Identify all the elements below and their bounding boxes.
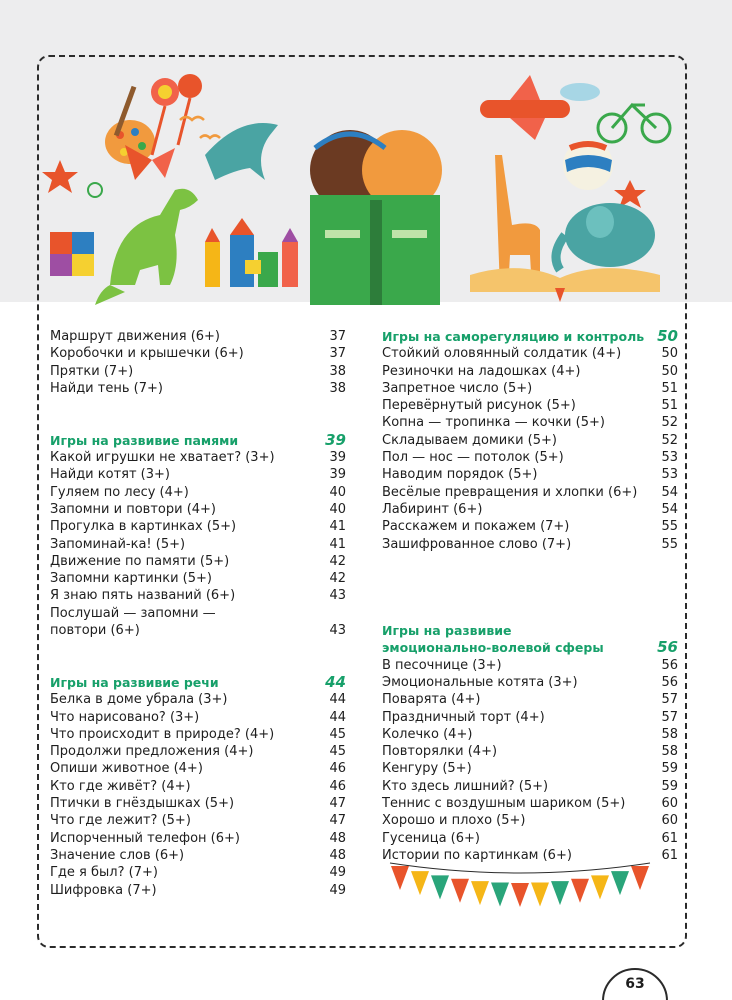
toc-entry-page: 42 xyxy=(329,553,346,569)
bunting-flag xyxy=(391,866,409,890)
toc-entry-title: Расскажем и покажем (7+) xyxy=(382,519,570,535)
toc-entry-page: 42 xyxy=(329,571,346,587)
toc-entry-page: 50 xyxy=(661,363,678,379)
toc-entry-page: 40 xyxy=(329,484,346,500)
toc-entry xyxy=(382,449,678,466)
toc-entry-page: 56 xyxy=(661,657,678,673)
toc-entry-title: Запомни картинки (5+) xyxy=(50,571,212,587)
toc-entry xyxy=(50,501,346,518)
toc-right-column xyxy=(382,328,678,864)
toc-entry-page: 51 xyxy=(661,380,678,396)
bunting-flag xyxy=(431,875,449,899)
section-heading xyxy=(50,674,346,691)
toc-entry-title: Истории по картинкам (6+) xyxy=(382,847,572,863)
toc-entry xyxy=(50,830,346,847)
toc-entry-page: 60 xyxy=(661,813,678,829)
toc-entry-title: Игры на саморегуляцию и контроль xyxy=(382,329,645,344)
toc-entry xyxy=(50,466,346,483)
toc-entry xyxy=(50,778,346,795)
toc-entry-page: 59 xyxy=(661,778,678,794)
bunting-flags-icon xyxy=(386,855,654,915)
toc-entry xyxy=(382,657,678,674)
toc-entry xyxy=(50,449,346,466)
toc-entry xyxy=(382,345,678,362)
toc-entry-title: Хорошо и плохо (5+) xyxy=(382,813,526,829)
toc-entry-page: 44 xyxy=(325,672,346,691)
toc-entry xyxy=(382,397,678,414)
toc-entry-page: 44 xyxy=(329,692,346,708)
toc-entry-title: Что происходит в природе? (4+) xyxy=(50,726,275,742)
toc-entry-title: Лабиринт (6+) xyxy=(382,501,483,517)
toc-entry xyxy=(50,795,346,812)
toc-entry xyxy=(382,380,678,397)
toc-entry-page: 48 xyxy=(329,830,346,846)
toc-entry xyxy=(50,882,346,899)
toc-entry-page: 45 xyxy=(329,744,346,760)
toc-entry xyxy=(382,518,678,535)
spacer xyxy=(382,587,678,622)
bunting-string xyxy=(390,863,650,873)
toc-entry-page: 54 xyxy=(661,501,678,517)
toc-entry-page: 47 xyxy=(329,813,346,829)
toc-entry-page: 56 xyxy=(661,674,678,690)
toc-entry-title: Игры на развивие памями xyxy=(50,432,239,448)
toc-entry-title: В песочнице (3+) xyxy=(382,657,502,673)
toc-entry-page: 44 xyxy=(329,709,346,725)
toc-entry-title: Прятки (7+) xyxy=(50,363,134,379)
toc-entry-title: Игры на развивие речи xyxy=(50,674,219,690)
toc-entry-title: Весёлые превращения и хлопки (6+) xyxy=(382,484,638,500)
toc-entry-title: Гуляем по лесу (4+) xyxy=(50,484,189,500)
toc-entry xyxy=(382,363,678,380)
toc-entry-title: Зашифрованное слово (7+) xyxy=(382,536,572,552)
toc-entry-title: Что нарисовано? (3+) xyxy=(50,709,200,725)
toc-entry-page: 46 xyxy=(329,761,346,777)
toc-entry-page: 57 xyxy=(661,692,678,708)
toc-entry-page: 57 xyxy=(661,709,678,725)
toc-entry-title: Найди котят (3+) xyxy=(50,467,170,483)
toc-entry xyxy=(382,726,678,743)
section-heading xyxy=(382,622,678,657)
toc-entry-page: 54 xyxy=(661,484,678,500)
toc-entry-page: 41 xyxy=(329,519,346,535)
toc-entry-title: Что где лежит? (5+) xyxy=(50,813,191,829)
toc-entry-page: 49 xyxy=(329,882,346,898)
bunting-flag xyxy=(571,879,589,903)
toc-entry-page: 50 xyxy=(661,346,678,362)
toc-entry xyxy=(382,709,678,726)
bunting-flag xyxy=(411,871,429,895)
toc-entry-title: Значение слов (6+) xyxy=(50,847,185,863)
toc-entry-page: 37 xyxy=(329,346,346,362)
toc-entry-page: 43 xyxy=(329,623,346,639)
toc-entry xyxy=(50,345,346,362)
toc-entry-title: Складываем домики (5+) xyxy=(382,432,557,448)
section-heading xyxy=(50,432,346,449)
toc-entry-title: Стойкий оловянный солдатик (4+) xyxy=(382,346,622,362)
toc-entry-title: Где я был? (7+) xyxy=(50,865,158,881)
toc-entry-title: Наводим порядок (5+) xyxy=(382,467,538,483)
toc-entry-page: 53 xyxy=(661,450,678,466)
toc-entry-page: 48 xyxy=(329,847,346,863)
toc-entry xyxy=(50,484,346,501)
toc-entry xyxy=(50,812,346,829)
toc-entry-title: Какой игрушки не хватает? (3+) xyxy=(50,450,275,466)
toc-entry-title: Коробочки и крышечки (6+) xyxy=(50,346,244,362)
toc-entry xyxy=(382,466,678,483)
toc-entry-title: Движение по памяти (5+) xyxy=(50,553,230,569)
toc-entry xyxy=(50,536,346,553)
bunting-flag xyxy=(451,879,469,903)
toc-entry xyxy=(50,726,346,743)
toc-entry-title: Маршрут движения (6+) xyxy=(50,329,220,344)
toc-entry-title: Резиночки на ладошках (4+) xyxy=(382,363,581,379)
toc-entry xyxy=(382,795,678,812)
toc-entry xyxy=(382,778,678,795)
toc-entry-page: 39 xyxy=(329,467,346,483)
toc-entry-title: Праздничный торт (4+) xyxy=(382,709,545,725)
toc-entry xyxy=(50,518,346,535)
toc-entry-page: 39 xyxy=(325,430,346,449)
section-heading xyxy=(382,328,678,345)
toc-entry-page: 43 xyxy=(329,588,346,604)
toc-entry xyxy=(50,847,346,864)
toc-entry-title: Опиши животное (4+) xyxy=(50,761,203,777)
toc-entry-page: 61 xyxy=(661,847,678,863)
toc-entry xyxy=(50,570,346,587)
toc-entry xyxy=(50,605,346,640)
toc-entry-title: Пол — нос — потолок (5+) xyxy=(382,450,564,466)
toc-entry-page: 40 xyxy=(329,501,346,517)
toc-entry-title: Кенгуру (5+) xyxy=(382,761,472,777)
bunting-flag xyxy=(631,866,649,890)
bunting-flag xyxy=(531,883,549,907)
toc-entry-title: Теннис с воздушным шариком (5+) xyxy=(382,796,626,812)
toc-entry-page: 51 xyxy=(661,398,678,414)
toc-entry-title: Кто где живёт? (4+) xyxy=(50,778,191,794)
toc-entry-title: Колечко (4+) xyxy=(382,726,473,742)
toc-entry-page: 46 xyxy=(329,778,346,794)
toc-entry-page: 55 xyxy=(661,536,678,552)
toc-entry-title: Запомни и повтори (4+) xyxy=(50,501,217,517)
toc-entry-page: 61 xyxy=(661,830,678,846)
toc-entry xyxy=(382,501,678,518)
toc-entry-title: Копна — тропинка — кочки (5+) xyxy=(382,415,605,431)
toc-entry-title: Запоминай-ка! (5+) xyxy=(50,536,186,552)
toc-entry xyxy=(382,830,678,847)
toc-entry xyxy=(382,812,678,829)
toc-entry-title: Я знаю пять названий (6+) xyxy=(50,588,236,604)
toc-entry-page: 47 xyxy=(329,796,346,812)
toc-entry xyxy=(382,432,678,449)
toc-entry-title: Продолжи предложения (4+) xyxy=(50,744,254,760)
toc-entry-page: 39 xyxy=(329,450,346,466)
toc-entry-title: Кто здесь лишний? (5+) xyxy=(382,778,549,794)
toc-entry xyxy=(50,553,346,570)
toc-entry-page: 58 xyxy=(661,744,678,760)
toc-entry-title: Гусеница (6+) xyxy=(382,830,480,846)
bunting-flag xyxy=(611,871,629,895)
toc-entry-title: Запретное число (5+) xyxy=(382,380,533,396)
toc-entry-title: Птички в гнёздышках (5+) xyxy=(50,796,235,812)
toc-entry xyxy=(50,328,346,345)
toc-entry-title: Эмоциональные котята (3+) xyxy=(382,674,578,690)
toc-entry-page: 37 xyxy=(329,329,346,344)
toc-entry xyxy=(382,691,678,708)
spacer xyxy=(382,553,678,588)
toc-entry-page: 49 xyxy=(329,865,346,881)
toc-entry-page: 58 xyxy=(661,726,678,742)
toc-entry xyxy=(50,709,346,726)
bunting-flag xyxy=(511,883,529,907)
toc-entry xyxy=(382,414,678,431)
toc-entry xyxy=(50,380,346,397)
toc-entry xyxy=(50,743,346,760)
toc-entry xyxy=(50,864,346,881)
toc-entry-page: 41 xyxy=(329,536,346,552)
toc-entry-page: 52 xyxy=(661,415,678,431)
toc-entry xyxy=(382,743,678,760)
toc-entry xyxy=(50,691,346,708)
toc-entry-title: Повторялки (4+) xyxy=(382,744,498,760)
toc-entry-page: 50 xyxy=(657,327,678,345)
toc-entry-page: 52 xyxy=(661,432,678,448)
toc-entry-title: Испорченный телефон (6+) xyxy=(50,830,240,846)
toc-entry-page: 45 xyxy=(329,726,346,742)
spacer xyxy=(50,397,346,432)
toc-entry xyxy=(382,760,678,777)
toc-entry-title: Перевёрнутый рисунок (5+) xyxy=(382,398,576,414)
bunting-flag xyxy=(491,883,509,907)
toc-entry-page: 38 xyxy=(329,380,346,396)
bunting-flag xyxy=(551,881,569,905)
toc-entry-title: Шифровка (7+) xyxy=(50,882,157,898)
toc-entry-title: Послушай — запомни — повтори (6+) xyxy=(50,605,216,639)
toc-entry xyxy=(382,484,678,501)
toc-entry-title: Белка в доме убрала (3+) xyxy=(50,692,228,708)
toc-entry xyxy=(382,536,678,553)
toc-left-column xyxy=(50,328,346,899)
bunting-flag xyxy=(471,881,489,905)
toc-entry xyxy=(50,587,346,604)
toc-entry-title: Игры на развивие эмоционально-волевой сферы xyxy=(382,623,604,656)
page-number: 63 xyxy=(602,968,668,1000)
toc-entry-page: 60 xyxy=(661,796,678,812)
toc-entry xyxy=(382,674,678,691)
toc-entry xyxy=(50,760,346,777)
spacer xyxy=(50,639,346,674)
toc-entry-page: 53 xyxy=(661,467,678,483)
toc-entry-title: Прогулка в картинках (5+) xyxy=(50,519,237,535)
bunting-flag xyxy=(591,875,609,899)
toc-entry-page: 38 xyxy=(329,363,346,379)
toc-entry-page: 59 xyxy=(661,761,678,777)
toc-entry-page: 55 xyxy=(661,519,678,535)
toc-entry-title: Поварята (4+) xyxy=(382,692,481,708)
toc-entry xyxy=(50,363,346,380)
toc-entry-title: Найди тень (7+) xyxy=(50,380,163,396)
toc-entry-page: 56 xyxy=(657,638,678,657)
